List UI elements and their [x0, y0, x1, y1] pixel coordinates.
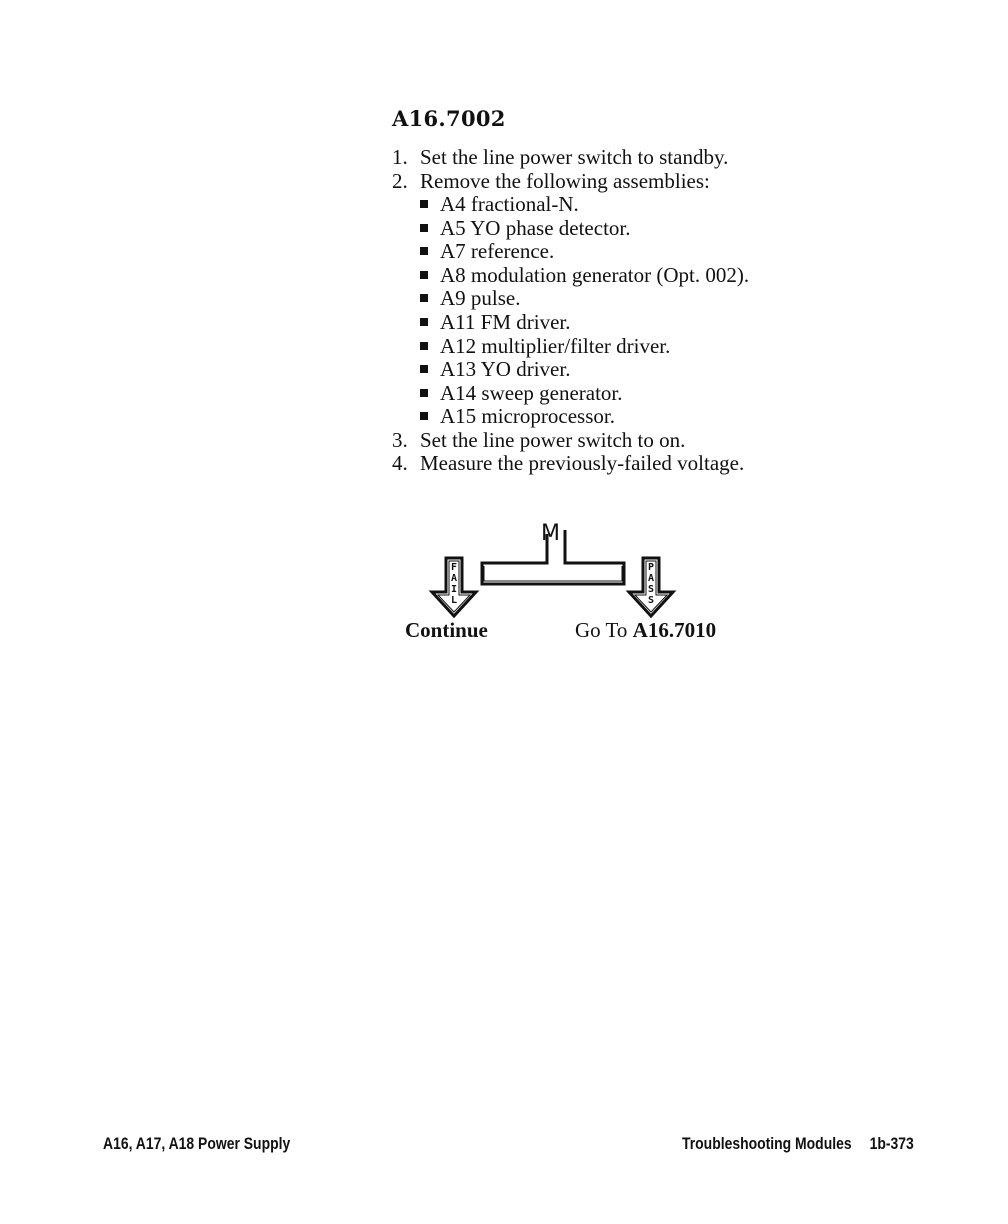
bullet-icon	[420, 365, 428, 373]
bullet-icon	[420, 247, 428, 255]
footer-chapter: A16, A17, A18 Power Supply	[103, 1134, 291, 1153]
step-4	[392, 452, 749, 476]
pass-prefix: Go To	[575, 618, 628, 642]
step-2	[392, 170, 749, 429]
fail-arrow-icon	[432, 558, 476, 616]
pass-target-link[interactable]: A16.7010	[632, 618, 717, 642]
bullet-icon	[420, 412, 428, 420]
footer-section	[682, 1134, 914, 1154]
list-item: A4 fractional-N.	[420, 193, 749, 217]
bullet-icon	[420, 294, 428, 302]
assembly-list	[392, 193, 749, 429]
list-item: A11 FM driver.	[420, 311, 749, 335]
fail-letter: F	[451, 562, 458, 573]
page-number: 1b-373	[869, 1134, 914, 1153]
measure-letter: M	[541, 521, 560, 546]
pass-letter: S	[648, 584, 655, 595]
list-item: A7 reference.	[420, 240, 749, 264]
bullet-icon	[420, 224, 428, 232]
step-number: 3.	[392, 427, 408, 452]
bullet-icon	[420, 389, 428, 397]
list-item: A8 modulation generator (Opt. 002).	[420, 264, 749, 288]
bullet-icon	[420, 342, 428, 350]
list-item: A13 YO driver.	[420, 358, 749, 382]
fail-letter: L	[451, 595, 458, 606]
list-item: A14 sweep generator.	[420, 382, 749, 406]
pass-letter: A	[648, 573, 655, 584]
measurement-flow-diagram	[420, 510, 700, 620]
list-item: A5 YO phase detector.	[420, 217, 749, 241]
step-3	[392, 429, 749, 453]
step-text: Measure the previously-failed voltage.	[420, 451, 745, 476]
fail-letter: I	[451, 584, 458, 595]
step-text: Remove the following assemblies:	[420, 168, 710, 193]
bullet-icon	[420, 271, 428, 279]
step-number: 2.	[392, 168, 408, 193]
step-text: Set the line power switch to standby.	[420, 145, 729, 169]
pass-letter: S	[648, 595, 655, 606]
step-1	[392, 146, 749, 170]
pass-arrow-icon	[629, 558, 673, 616]
section-title: A16.7002	[392, 106, 506, 131]
step-text: Set the line power switch to on.	[420, 427, 686, 452]
bullet-icon	[420, 318, 428, 326]
procedure-steps	[392, 146, 749, 476]
pass-outcome-label	[575, 618, 716, 643]
list-item: A12 multiplier/filter driver.	[420, 335, 749, 359]
footer-section-title: Troubleshooting Modules	[682, 1134, 852, 1153]
fail-letter: A	[451, 573, 458, 584]
step-number: 4.	[392, 451, 408, 476]
list-item: A9 pulse.	[420, 287, 749, 311]
pass-letter: P	[648, 562, 655, 573]
measure-branch-icon	[482, 521, 624, 584]
bullet-icon	[420, 200, 428, 208]
fail-outcome-label: Continue	[405, 618, 488, 642]
list-item: A15 microprocessor.	[420, 405, 749, 429]
step-number: 1.	[392, 145, 408, 169]
